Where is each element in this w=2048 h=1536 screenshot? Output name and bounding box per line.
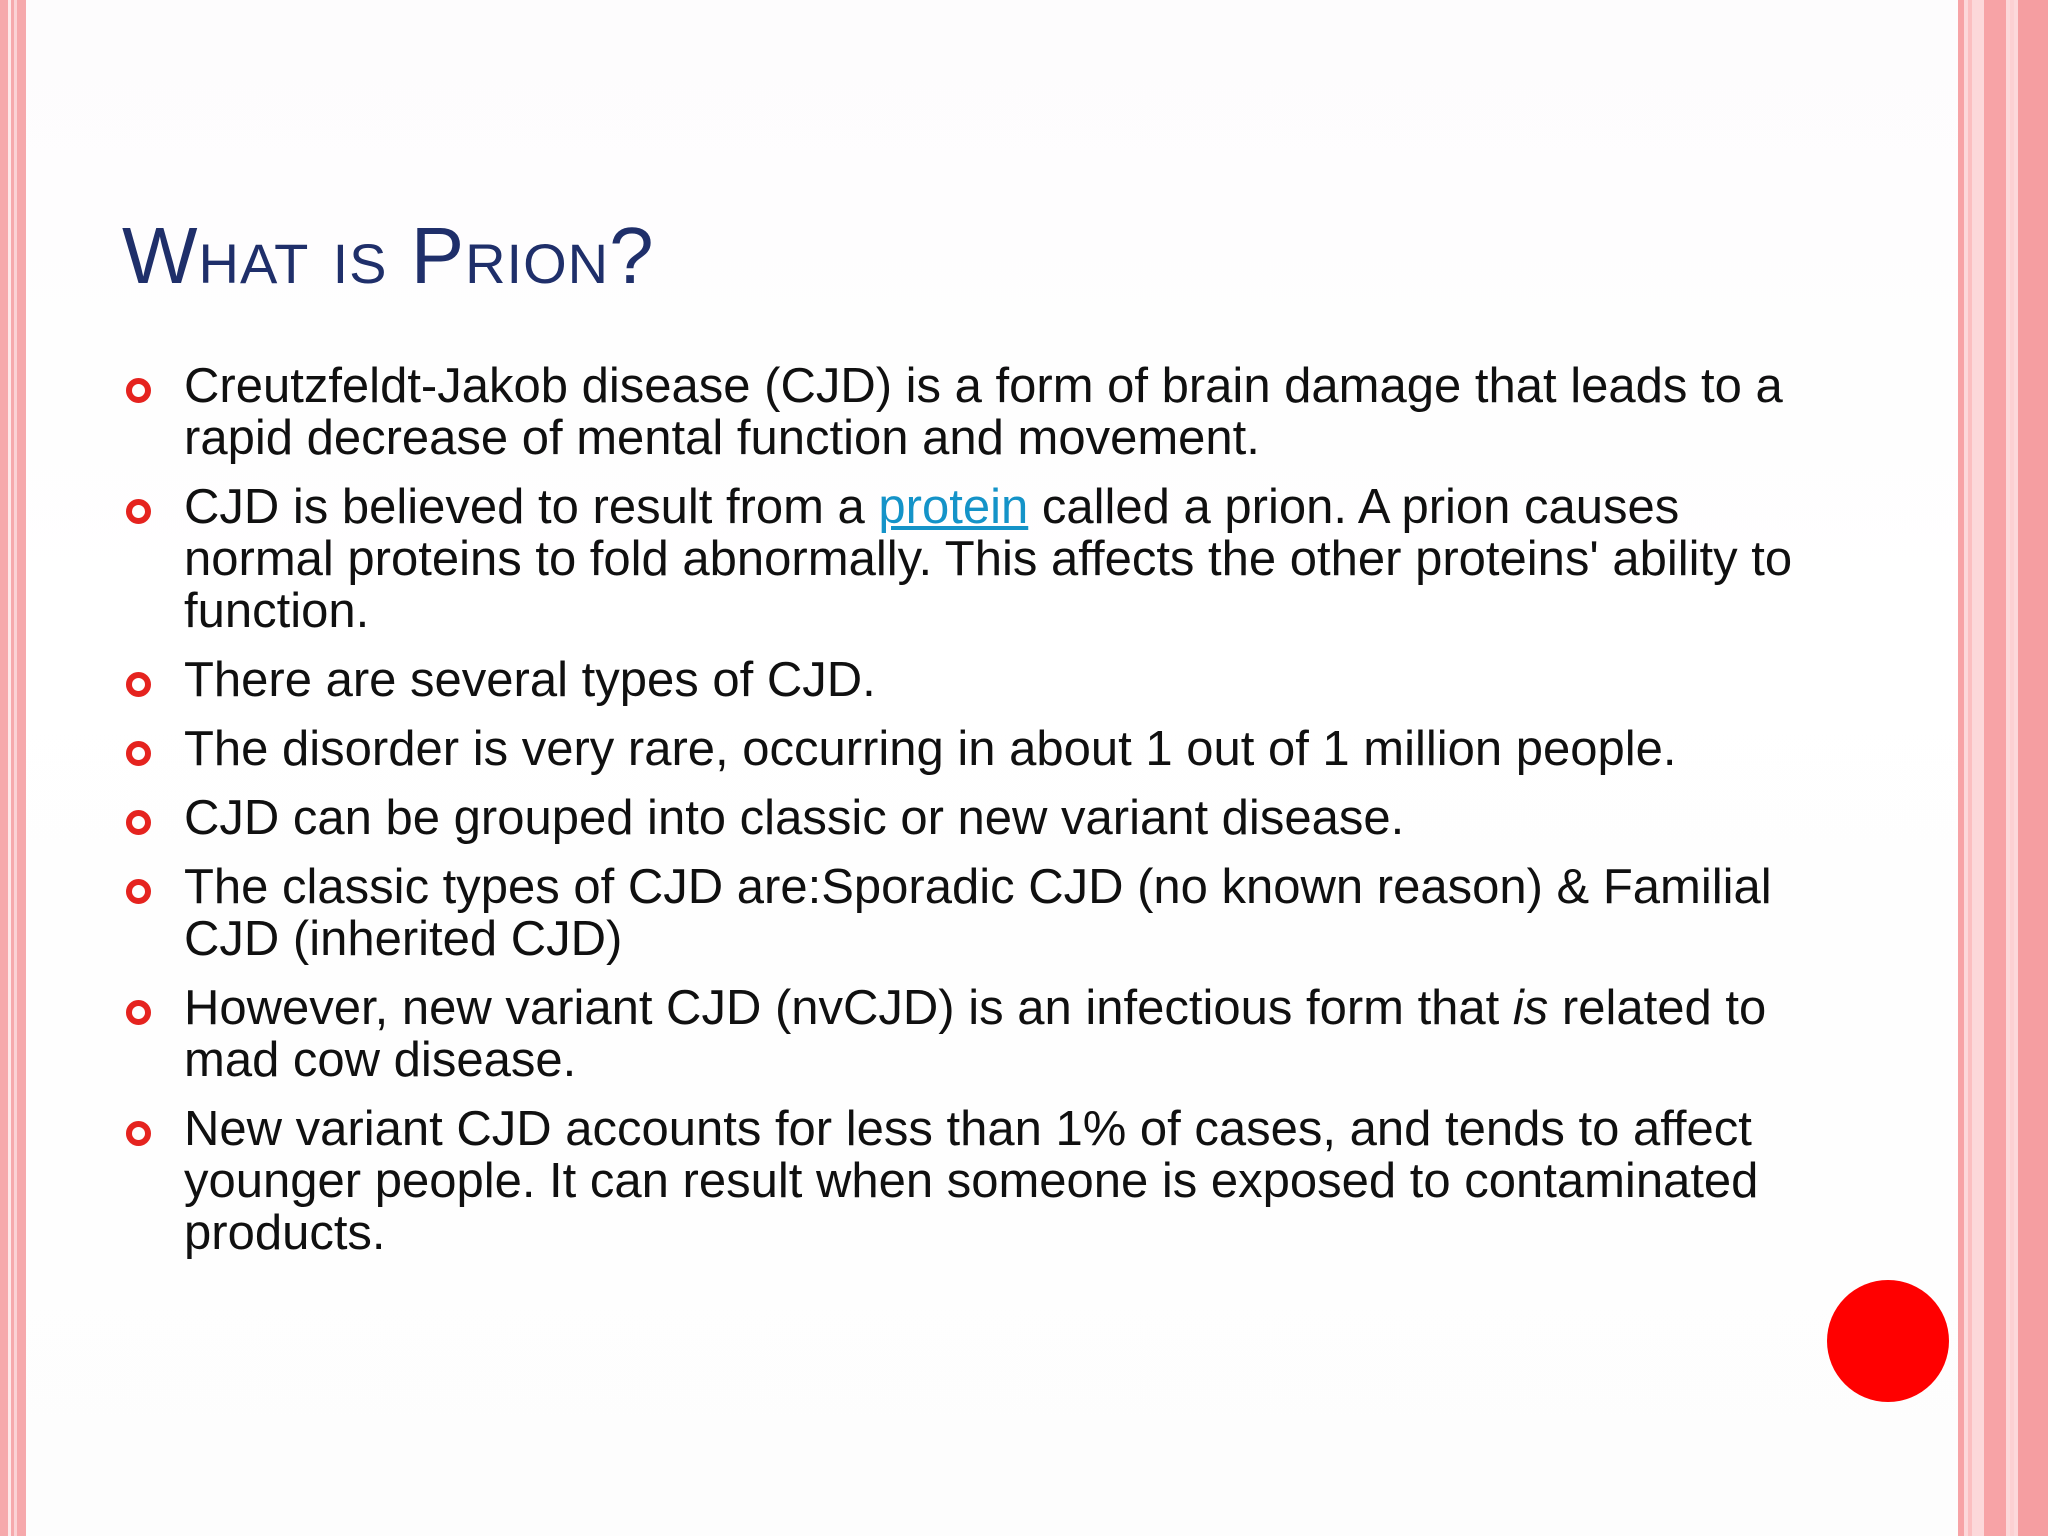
bullet-item bbox=[122, 654, 1822, 706]
circle-bullet-icon bbox=[126, 1000, 151, 1025]
left-decorative-border bbox=[0, 0, 26, 1536]
bullet-item bbox=[122, 360, 1822, 464]
circle-bullet-icon bbox=[126, 1121, 151, 1146]
circle-bullet-icon bbox=[126, 672, 151, 697]
bullet-item bbox=[122, 1103, 1822, 1259]
bullet-text-after-link: called a prion. A prion causes normal proteins to fold abnormally. This affects the other proteins' ability to function. bbox=[184, 480, 1793, 638]
bullet-text: Creutzfeldt-Jakob disease (CJD) is a form of brain damage that leads to a rapid decrease of mental function and movement. bbox=[184, 359, 1783, 465]
bullet-item bbox=[122, 982, 1822, 1086]
bullet-text: CJD can be grouped into classic or new variant disease. bbox=[184, 791, 1405, 845]
protein-link[interactable]: protein bbox=[878, 480, 1029, 534]
border-stripe bbox=[1958, 0, 1964, 1536]
bullet-text-after-emphasis: related to mad cow disease. bbox=[184, 981, 1767, 1087]
bullet-item bbox=[122, 723, 1822, 775]
bullet-text: New variant CJD accounts for less than 1% of cases, and tends to affect younger people. It can result when someone is exposed to contaminated products. bbox=[184, 1102, 1759, 1260]
bullet-item bbox=[122, 861, 1822, 965]
bullet-text-before-link: CJD is believed to result from a bbox=[184, 480, 879, 534]
bullet-item bbox=[122, 792, 1822, 844]
right-decorative-border bbox=[1958, 0, 2048, 1536]
circle-bullet-icon bbox=[126, 499, 151, 524]
bullet-text-before-emphasis: However, new variant CJD (nvCJD) is an infectious form that bbox=[184, 981, 1513, 1035]
bullet-list bbox=[122, 360, 1822, 1276]
bullet-text: The classic types of CJD are:Sporadic CJD (no known reason) & Familial CJD (inherited CJD) bbox=[184, 860, 1772, 966]
border-stripe bbox=[2018, 0, 2048, 1536]
circle-bullet-icon bbox=[126, 810, 151, 835]
border-stripe bbox=[1984, 0, 2006, 1536]
red-circle-decoration bbox=[1827, 1280, 1949, 1402]
bullet-text: The disorder is very rare, occurring in about 1 out of 1 million people. bbox=[184, 722, 1677, 776]
border-stripe bbox=[2010, 0, 2014, 1536]
circle-bullet-icon bbox=[126, 378, 151, 403]
circle-bullet-icon bbox=[126, 741, 151, 766]
bullet-emphasis: is bbox=[1512, 981, 1549, 1035]
circle-bullet-icon bbox=[126, 879, 151, 904]
border-stripe bbox=[1968, 0, 1972, 1536]
bullet-item bbox=[122, 481, 1822, 637]
bullet-text: There are several types of CJD. bbox=[184, 653, 876, 707]
slide-title: What is Prion? bbox=[122, 211, 655, 300]
